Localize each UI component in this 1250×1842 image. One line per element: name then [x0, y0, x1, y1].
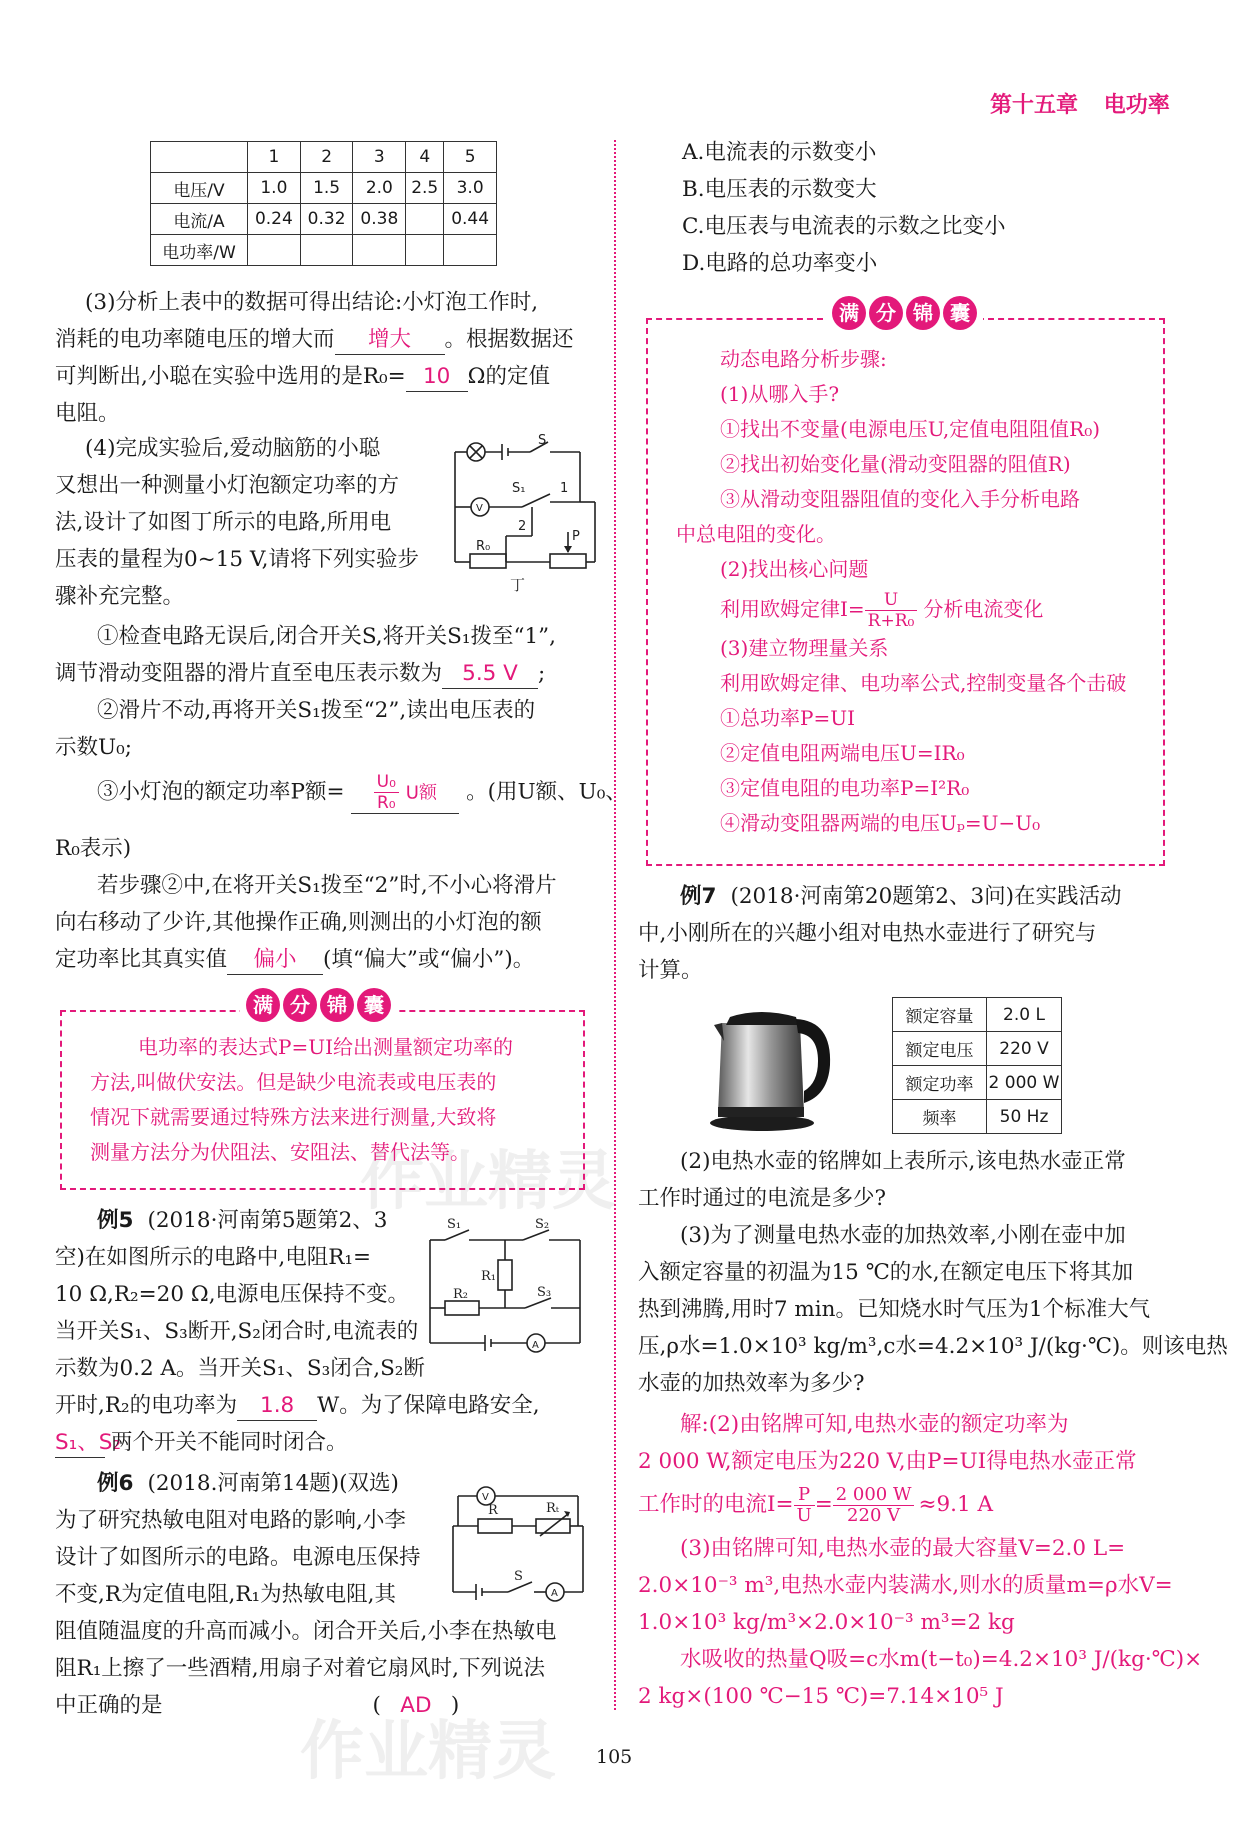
table-row: 额定容量 2.0 L: [893, 998, 1062, 1032]
data-table: [150, 141, 497, 266]
chapter-title: 电功率: [1103, 93, 1170, 118]
figure-label: 丁: [510, 576, 526, 592]
text-line: 阻值随温度的升高而减小。闭合开关后,小李在热敏电: [55, 1619, 557, 1644]
svg-text:Rₜ: Rₜ: [546, 1501, 559, 1516]
text-line: 阻R₁上擦了一些酒精,用扇子对着它扇风时,下列说法: [55, 1656, 545, 1681]
table-cell: 3.0: [444, 173, 497, 204]
tip-text-2: 动态电路分析步骤: (1)从哪入手? ①找出不变量(电源电压U,定值电阻阻值R₀) ②找出初始变化量(滑动变阻器的阻值R) ③从滑动变阻器阻值的变化入手分析电路 中总电阻的变化。 (2)找出核心问题 利用欧姆定律I= $\frac{U}{\text{R+R₀}}$ 分析电流变化 (3)建立物理量关系 利用欧姆定律、电功率公式,控制变量各个击破 ①总功率P=UI ②定值电阻两端电压U=IR₀ ③定值电阻的电功率P=I²R₀ ④滑动变阻器两端的电压Uₚ=U−U₀: [676, 347, 1127, 835]
question-3: [55, 284, 574, 432]
table-cell: 0.38: [353, 204, 406, 235]
table-row: 额定电压 220 V: [893, 1032, 1062, 1066]
text-line: 中,小刚所在的兴趣小组对电热水壶进行了研究与: [638, 921, 1097, 946]
svg-text:2: 2: [518, 519, 527, 534]
text-line: 示数U₀;: [55, 735, 132, 760]
text-line: 示数为0.2 A。当开关S₁、S₃闭合,S₂断: [55, 1356, 425, 1381]
svg-text:S₂: S₂: [535, 1218, 550, 1232]
example-label: 例6: [97, 1471, 134, 1496]
tip-text: 电功率的表达式P=UI给出测量额定功率的 方法,叫做伏安法。但是缺少电流表或电压表的 情况下就需要通过特殊方法来进行测量,大致将 测量方法分为伏阻法、安阻法、替代法等。: [90, 1035, 513, 1164]
options: [682, 134, 1006, 282]
electric-kettle-image: [700, 995, 840, 1135]
circuit-diagram-ding: [450, 432, 600, 592]
text-line: (4)完成实验后,爱动脑筋的小聪: [85, 436, 381, 461]
text-line: (3)分析上表中的数据可得出结论:小灯泡工作时,: [85, 290, 539, 315]
text-line: 10 Ω,R₂=20 Ω,电源电压保持不变。: [55, 1282, 410, 1307]
text-line: S₁、S₂两个开关不能同时闭合。: [55, 1424, 540, 1461]
svg-text:R₁: R₁: [481, 1269, 496, 1284]
table-cell: 2.0: [353, 173, 406, 204]
svg-text:A: A: [532, 1340, 539, 1351]
text-line: 中正确的是 ( AD ): [55, 1687, 556, 1724]
text-line: ①检查电路无误后,闭合开关S,将开关S₁拨至“1”,: [97, 624, 556, 649]
table-col-header: 1: [248, 142, 301, 173]
table-cell: 0.32: [300, 204, 353, 235]
text-line: 消耗的电功率随电压的增大而 增大 。根据数据还: [55, 321, 574, 358]
example-7-questions: (2)电热水壶的铭牌如上表所示,该电热水壶正常 工作时通过的电流是多少? (3)为了测量电热水壶的加热效率,小刚在壶中加 入额定容量的初温为15 ℃的水,在额定电压下将其加 热到沸腾,用时7 min。已知烧水时气压为1个标准大气 压,ρ水=1.0×10³ kg/m³,c水=4.2×10³ J/(kg·℃)。则该电热 水壶的加热效率为多少?: [638, 1149, 1228, 1396]
text-line: 当开关S₁、S₃断开,S₂闭合时,电流表的: [55, 1319, 419, 1344]
solution: 解:(2)由铭牌可知,电热水壶的额定功率为 2 000 W,额定电压为220 V,由P=UI得电热水壶正常 工作时的电流I= $\frac{P}{U}$ = $\frac{2 000 W}{220 V}$ ≈9.1 A (3)由铭牌可知,电热水壶的最大容量V=2.0 L= 2.0×10⁻³ m³,电热水壶内装满水,则水的质量m=ρ水V= 1.0×10³ kg/m³×2.0×10⁻³ m³=2 kg 水吸收的热量Q吸=c水m(t−t₀)=4.2×10³ J/(kg·℃)× 2 kg×(100 ℃−15 ℃)=7.14×10⁵ J: [638, 1412, 1203, 1709]
svg-text:1: 1: [560, 481, 569, 496]
table-row: 频率 50 Hz: [893, 1100, 1062, 1134]
svg-text:R: R: [488, 1503, 498, 1518]
svg-text:V: V: [482, 1492, 489, 1503]
example-7: 例7 (2018·河南第20题第2、3问)在实践活动 中,小刚所在的兴趣小组对电热水壶进行了研究与 计算。: [638, 878, 1122, 989]
table-cell: [300, 235, 353, 266]
table-cell: 0.44: [444, 204, 497, 235]
answer-blank: 10: [406, 363, 468, 392]
column-divider: [614, 140, 616, 1710]
text-line: ②滑片不动,再将开关S₁拨至“2”,读出电压表的: [97, 698, 536, 723]
table-row: 额定功率 2 000 W: [893, 1066, 1062, 1100]
svg-text:P: P: [572, 529, 580, 544]
option-d: D.电路的总功率变小: [682, 251, 878, 276]
table-cell: 2.5: [406, 173, 444, 204]
table-cell: [248, 235, 301, 266]
table-cell: [444, 235, 497, 266]
text-line: 空)在如图所示的电路中,电阻R₁=: [55, 1245, 372, 1270]
table-cell: [353, 235, 406, 266]
answer-blank: 偏小: [227, 946, 323, 975]
text-line: 可判断出,小聪在实验中选用的是R₀= 10 Ω的定值: [55, 358, 574, 395]
table-col-header: 4: [406, 142, 444, 173]
table-cell: [406, 204, 444, 235]
answer-blank: 增大: [335, 326, 445, 355]
option-a: A.电流表的示数变小: [682, 140, 877, 165]
table-cell: 1.5: [300, 173, 353, 204]
text-line: 压表的量程为0~15 V,请将下列实验步: [55, 547, 419, 572]
table-row: [151, 204, 497, 235]
svg-text:R₂: R₂: [453, 1287, 468, 1302]
label-s1: S₁: [512, 481, 526, 496]
text-line: 为了研究热敏电阻对电路的影响,小李: [55, 1508, 406, 1533]
text-line: 法,设计了如图丁所示的电路,所用电: [55, 510, 392, 535]
text-line: 骤补充完整。: [55, 584, 185, 609]
option-c: C.电压表与电流表的示数之比变小: [682, 214, 1006, 239]
table-col-header: 3: [353, 142, 406, 173]
answer-blank: $\frac{\text{U₀}}{\text{R₀}}$ U额: [351, 772, 459, 814]
text-line: 定功率比其真实值 偏小 (填“偏大”或“偏小”)。: [55, 941, 557, 978]
row-label: 电功率/W: [151, 235, 248, 266]
option-b: B.电压表的示数变大: [682, 177, 877, 202]
row-label: 电压/V: [151, 173, 248, 204]
table-cell: [406, 235, 444, 266]
text-line: 设计了如图所示的电路。电源电压保持: [55, 1545, 421, 1570]
label-s: S: [538, 433, 547, 448]
tip-badge: 满 分 锦 囊: [826, 296, 983, 330]
svg-text:S: S: [514, 1569, 523, 1584]
text-line: 调节滑动变阻器的滑片直至电压表示数为 5.5 V ;: [55, 655, 556, 692]
answer-choice: AD: [400, 1693, 432, 1718]
answer-blank: S₁、S₂: [55, 1429, 105, 1458]
chapter-header: [990, 88, 1170, 119]
text-line: 不变,R为定值电阻,R₁为热敏电阻,其: [55, 1582, 396, 1607]
svg-text:V: V: [476, 503, 483, 514]
text-line: 又想出一种测量小灯泡额定功率的方: [55, 473, 400, 498]
text-line: 开时,R₂的电功率为 1.8 W。为了保障电路安全,: [55, 1387, 540, 1424]
circuit-diagram-ex6: [448, 1484, 588, 1614]
watermark: 作业精灵: [360, 1145, 616, 1219]
example-6: 例6 (2018.河南第14题)(双选) 为了研究热敏电阻对电路的影响,小李 设计了如图所示的电路。电源电压保持 不变,R为定值电阻,R₁为热敏电阻,其 阻值随温度的升高而减小。闭合开关后,小李在热敏电 阻R₁上擦了一些酒精,用扇子对着它扇风时,下列说法 中正确的是 ( AD ): [55, 1465, 556, 1724]
page-number: 105: [596, 1746, 633, 1768]
table-row: [151, 173, 497, 204]
answer-blank: 5.5 V: [442, 660, 538, 689]
question-4: [55, 430, 419, 615]
table-col-header: 2: [300, 142, 353, 173]
question-4-steps: [55, 618, 556, 766]
table-cell: 0.24: [248, 204, 301, 235]
text-line: R₀表示): [55, 836, 132, 861]
circuit-diagram-ex5: [425, 1218, 590, 1358]
text-line: 电阻。: [55, 401, 120, 426]
example-label: 例7: [680, 884, 717, 909]
question-4-tail: [55, 830, 557, 978]
chapter-number: 第十五章: [990, 93, 1079, 118]
question-4-power: ③小灯泡的额定功率P额= $\frac{\text{U₀}}{\text{R₀}}$ U额 。(用U额、U₀、: [97, 772, 627, 813]
svg-text:S₁: S₁: [447, 1218, 462, 1232]
svg-text:A: A: [551, 1588, 558, 1599]
example-5: 例5 (2018·河南第5题第2、3 空)在如图所示的电路中,电阻R₁= 10 Ω,R₂=20 Ω,电源电压保持不变。 当开关S₁、S₃断开,S₂闭合时,电流表的 示数为0.2 A。当开关S₁、S₃闭合,S₂断 开时,R₂的电功率为 1.8 W。为了保障电路安全, S₁、S₂两个开关不能同时闭合。: [55, 1202, 540, 1461]
tip-badge: 满 分 锦 囊: [240, 988, 397, 1022]
table-col-header: 5: [444, 142, 497, 173]
watermark: 作业精灵: [300, 1715, 556, 1789]
svg-text:S₃: S₃: [537, 1285, 552, 1300]
text-line: 计算。: [638, 958, 703, 983]
nameplate-table: [892, 997, 1062, 1134]
svg-text:R₀: R₀: [476, 539, 491, 554]
text-line: 若步骤②中,在将开关S₁拨至“2”时,不小心将滑片: [97, 873, 557, 898]
example-label: 例5: [97, 1208, 134, 1233]
text-line: 向右移动了少许,其他操作正确,则测出的小灯泡的额: [55, 910, 542, 935]
table-cell: 1.0: [248, 173, 301, 204]
table-row: [151, 235, 497, 266]
answer-blank: 1.8: [237, 1392, 317, 1421]
row-label: 电流/A: [151, 204, 248, 235]
